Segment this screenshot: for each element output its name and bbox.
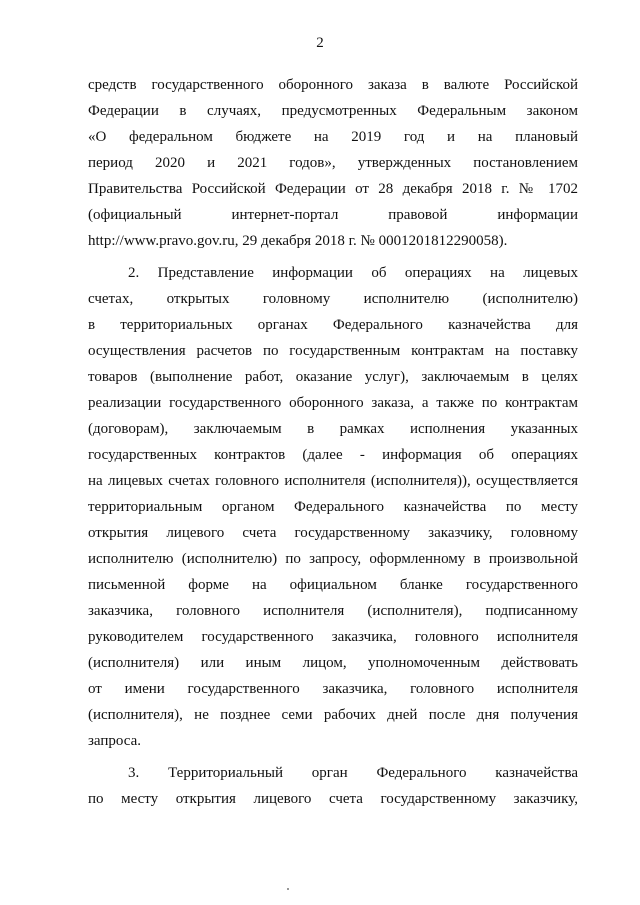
paragraph-line: 3. Территориальный орган Федерального казначейства: [128, 765, 578, 781]
paragraph-line: период 2020 и 2021 годов», утвержденных постановлением: [88, 155, 578, 171]
paragraph-line: товаров (выполнение работ, оказание услуг), заключаемым в целях: [88, 369, 578, 385]
paragraph-line: (исполнителя), не позднее семи рабочих дней после дня получения: [88, 707, 578, 723]
paragraph-line: на лицевых счетах головного исполнителя (исполнителя)), осуществляется: [88, 473, 578, 489]
paragraph-line: осуществления расчетов по государственным контрактам на поставку: [88, 343, 578, 359]
paragraph-1: [88, 72, 578, 254]
paragraph-line: исполнителю (исполнителю) по запросу, оформленному в произвольной: [88, 551, 578, 567]
paragraph-line: территориальным органом Федерального казначейства по месту: [88, 499, 578, 515]
paragraph-line: письменной форме на официальном бланке государственного: [88, 577, 578, 593]
scan-speck: [287, 888, 289, 890]
paragraph-line: государственных контрактов (далее - информация об операциях: [88, 447, 578, 463]
paragraph-line: (официальный интернет-портал правовой информации: [88, 207, 578, 223]
paragraph-line: заказчика, головного исполнителя (исполнителя), подписанному: [88, 603, 578, 619]
paragraph-line: (договорам), заключаемым в рамках исполнения указанных: [88, 421, 578, 437]
paragraph-3: [88, 760, 578, 812]
paragraph-line: реализации государственного оборонного заказа, а также по контрактам: [88, 395, 578, 411]
paragraph-line: Федерации в случаях, предусмотренных Федеральным законом: [88, 103, 578, 119]
paragraph-line: в территориальных органах Федерального казначейства для: [88, 317, 578, 333]
paragraph-line: счетах, открытых головному исполнителю (исполнителю): [88, 291, 578, 307]
paragraph-line: средств государственного оборонного заказа в валюте Российской: [88, 77, 578, 93]
paragraph-line: запроса.: [88, 733, 142, 749]
paragraph-2: [88, 260, 578, 754]
page-number: 2: [316, 35, 324, 51]
paragraph-line: Правительства Российской Федерации от 28 декабря 2018 г. № 1702: [88, 181, 578, 197]
paragraph-line: (исполнителя) или иным лицом, уполномоченным действовать: [88, 655, 578, 671]
paragraph-line: по месту открытия лицевого счета государственному заказчику,: [88, 791, 578, 807]
paragraph-line: от имени государственного заказчика, головного исполнителя: [88, 681, 578, 697]
document-body: [88, 72, 578, 812]
paragraph-line: «О федеральном бюджете на 2019 год и на плановый: [88, 129, 578, 145]
paragraph-line: http://www.pravo.gov.ru, 29 декабря 2018 г. № 0001201812290058).: [88, 233, 508, 249]
paragraph-line: 2. Представление информации об операциях на лицевых: [128, 265, 578, 281]
paragraph-line: открытия лицевого счета государственному заказчику, головному: [88, 525, 578, 541]
paragraph-line: руководителем государственного заказчика, головного исполнителя: [88, 629, 578, 645]
